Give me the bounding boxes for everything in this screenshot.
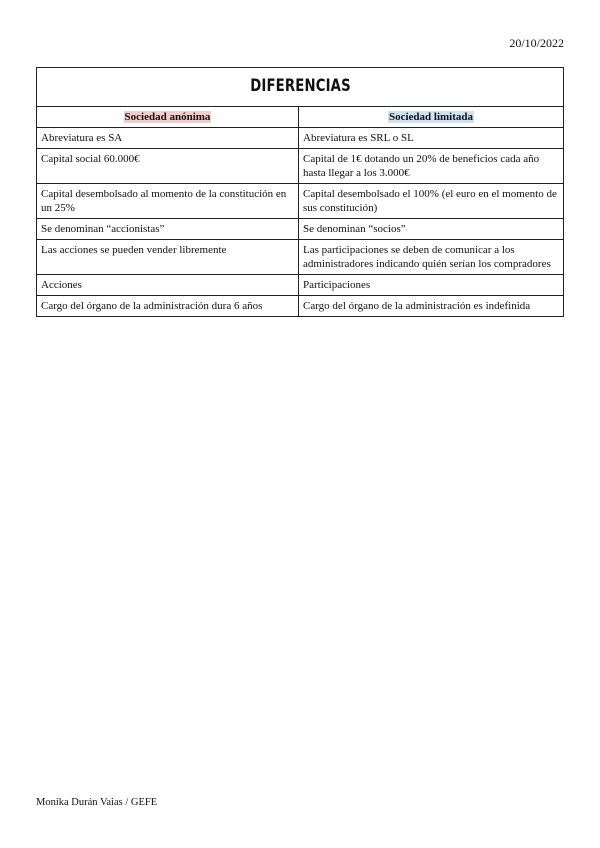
cell-sa: Las acciones se pueden vender libremente xyxy=(37,240,299,275)
document-date: 20/10/2022 xyxy=(509,36,564,50)
table-row xyxy=(37,296,564,317)
cell-sa: Abreviatura es SA xyxy=(37,128,299,149)
cell-sa: Capital desembolsado al momento de la constitución en un 25% xyxy=(37,184,299,219)
title-row xyxy=(37,68,564,107)
table-row xyxy=(37,240,564,275)
differences-table xyxy=(36,67,564,317)
cell-sl: Participaciones xyxy=(299,275,564,296)
header-sociedad-anonima: Sociedad anónima xyxy=(124,111,211,123)
cell-sa: Acciones xyxy=(37,275,299,296)
header-row xyxy=(37,107,564,128)
cell-sl: Se denominan “socios” xyxy=(299,219,564,240)
header-sociedad-limitada: Sociedad limitada xyxy=(388,111,474,123)
author-footer: Monika Durán Vaias / GEFE xyxy=(36,797,158,808)
table-row xyxy=(37,219,564,240)
table-row xyxy=(37,149,564,184)
cell-sa: Se denominan “accionistas” xyxy=(37,219,299,240)
cell-sl: Capital desembolsado el 100% (el euro en el momento de sus constitución) xyxy=(299,184,564,219)
cell-sl: Las participaciones se deben de comunicar a los administradores indicando quién serían los compradores xyxy=(299,240,564,275)
cell-sl: Abreviatura es SRL o SL xyxy=(299,128,564,149)
cell-sl: Capital de 1€ dotando un 20% de beneficios cada año hasta llegar a los 3.000€ xyxy=(299,149,564,184)
header-cell-sa xyxy=(37,107,299,128)
title-cell xyxy=(37,68,564,107)
cell-sl: Cargo del órgano de la administración es indefinida xyxy=(299,296,564,317)
cell-sa: Capital social 60.000€ xyxy=(37,149,299,184)
header-cell-sl xyxy=(299,107,564,128)
cell-sa: Cargo del órgano de la administración dura 6 años xyxy=(37,296,299,317)
table-row xyxy=(37,128,564,149)
table-row xyxy=(37,275,564,296)
table-title: DIFERENCIAS xyxy=(249,76,351,96)
table-row xyxy=(37,184,564,219)
